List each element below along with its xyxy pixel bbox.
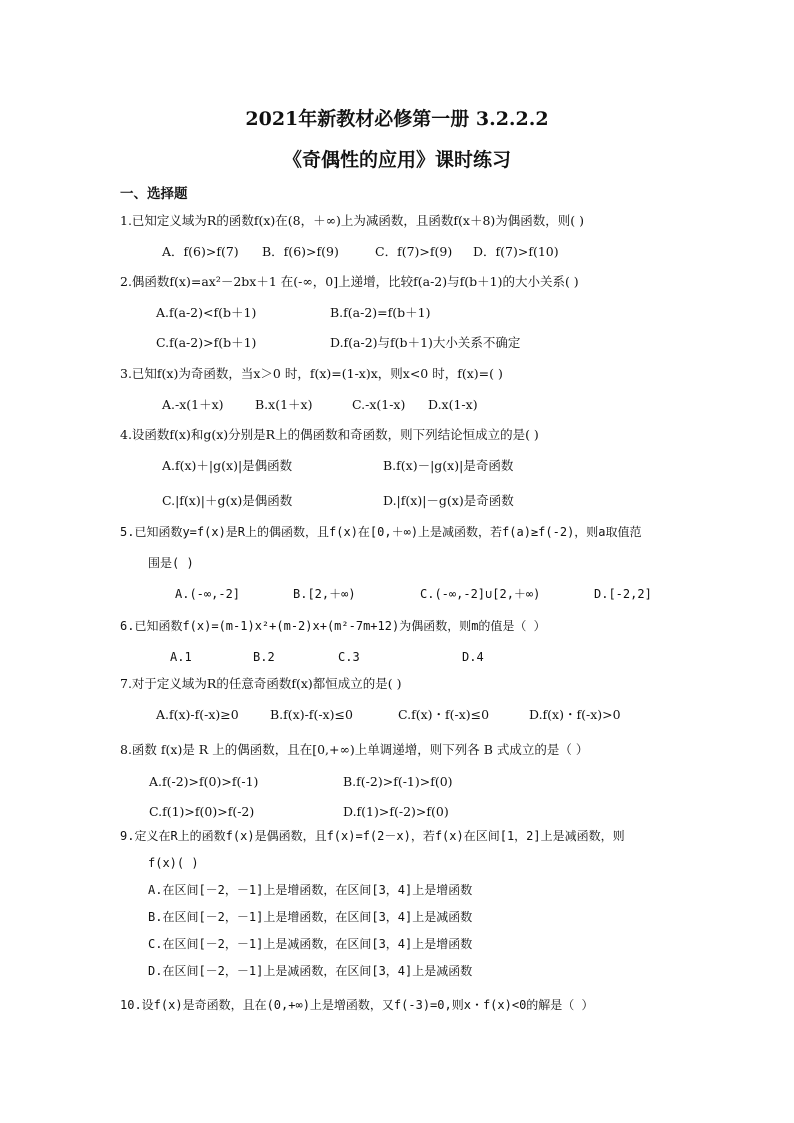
question-stem: 6.已知函数f(x)=(m-1)x²+(m-2)x+(m²-7m+12)为偶函数，则m的值是（ ） (120, 619, 546, 633)
option: D.4 (462, 650, 484, 664)
option: D.[-2,2] (594, 587, 652, 601)
option: A.1 (170, 650, 192, 664)
question-stem: 4.设函数f(x)和g(x)分别是R上的偶函数和奇函数，则下列结论恒成立的是( ) (120, 427, 539, 442)
option: B．f(6)>f(9) (262, 244, 339, 259)
option: C.-x(1-x) (352, 397, 406, 412)
option: C.f(1)>f(0)>f(-2) (149, 804, 255, 819)
option: C.|f(x)|＋g(x)是偶函数 (162, 493, 293, 508)
option: D.f(a-2)与f(b＋1)大小关系不确定 (330, 335, 521, 350)
option: A.f(x)-f(-x)≥0 (156, 707, 239, 722)
question-stem-continued: f(x)( ) (148, 856, 199, 870)
option: A.-x(1＋x) (162, 397, 224, 412)
question-stem: 3.已知f(x)为奇函数，当x＞0 时，f(x)=(1-x)x，则x<0 时，f(x)=( ) (120, 366, 503, 381)
option: B.f(x)－|g(x)|是奇函数 (383, 458, 514, 473)
option: D.|f(x)|－g(x)是奇函数 (383, 493, 514, 508)
option: B.f(x)-f(-x)≤0 (270, 707, 353, 722)
option: C.3 (338, 650, 360, 664)
question-stem: 8.函数 f(x)是 R 上的偶函数，且在[0,+∞)上单调递增，则下列各 B 式成立的是（ ） (120, 742, 589, 757)
option: C.在区间[－2，－1]上是减函数，在区间[3，4]上是增函数 (148, 937, 473, 951)
option: D．f(7)>f(10) (473, 244, 559, 259)
option: D.f(1)>f(-2)>f(0) (343, 804, 449, 819)
question-stem-continued: 围是( ) (148, 556, 194, 570)
question-stem: 9.定义在R上的函数f(x)是偶函数，且f(x)=f(2－x)，若f(x)在区间[1，2]上是减函数，则 (120, 829, 625, 843)
option: C.f(a-2)>f(b＋1) (156, 335, 257, 350)
option: A.f(x)＋|g(x)|是偶函数 (162, 458, 293, 473)
document-subtitle: 《奇偶性的应用》课时练习 (282, 149, 511, 171)
option: A.f(a-2)<f(b＋1) (156, 305, 257, 320)
option: C.f(x)・f(-x)≤0 (398, 707, 490, 722)
option: B.[2,＋∞) (293, 587, 356, 601)
section-heading: 一、选择题 (120, 186, 188, 202)
option: B.x(1＋x) (255, 397, 313, 412)
option: A.f(-2)>f(0)>f(-1) (149, 774, 259, 789)
option: B.f(-2)>f(-1)>f(0) (343, 774, 453, 789)
option: B.f(a-2)=f(b＋1) (330, 305, 431, 320)
option: A.(-∞,-2] (175, 587, 241, 601)
option: D.f(x)・f(-x)>0 (529, 707, 621, 722)
document-title: 2021年新教材必修第一册 3.2.2.2 (245, 108, 549, 130)
question-stem: 10.设f(x)是奇函数，且在(0,+∞)上是增函数，又f(-3)=0,则x・f(x)<0的解是（ ） (120, 998, 594, 1012)
option: B.在区间[－2，－1]上是增函数，在区间[3，4]上是减函数 (148, 910, 473, 924)
question-stem: 7.对于定义域为R的任意奇函数f(x)都恒成立的是( ) (120, 676, 402, 691)
option: C．f(7)>f(9) (375, 244, 453, 259)
option: D.x(1-x) (428, 397, 478, 412)
question-stem: 5.已知函数y=f(x)是R上的偶函数，且f(x)在[0,＋∞)上是减函数，若f(a)≥f(-2)，则a取值范 (120, 525, 642, 539)
option: C.(-∞,-2]∪[2,＋∞) (420, 587, 541, 601)
question-stem: 2.偶函数f(x)=ax²－2bx＋1 在(-∞，0]上递增，比较f(a-2)与f(b＋1)的大小关系( ) (120, 274, 579, 289)
question-stem: 1.已知定义域为R的函数f(x)在(8，＋∞)上为减函数，且函数f(x＋8)为偶函数，则( ) (120, 213, 584, 228)
option: A．f(6)>f(7) (162, 244, 239, 259)
option: B.2 (253, 650, 275, 664)
option: A.在区间[－2，－1]上是增函数，在区间[3，4]上是增函数 (148, 883, 473, 897)
option: D.在区间[－2，－1]上是减函数，在区间[3，4]上是减函数 (148, 964, 473, 978)
